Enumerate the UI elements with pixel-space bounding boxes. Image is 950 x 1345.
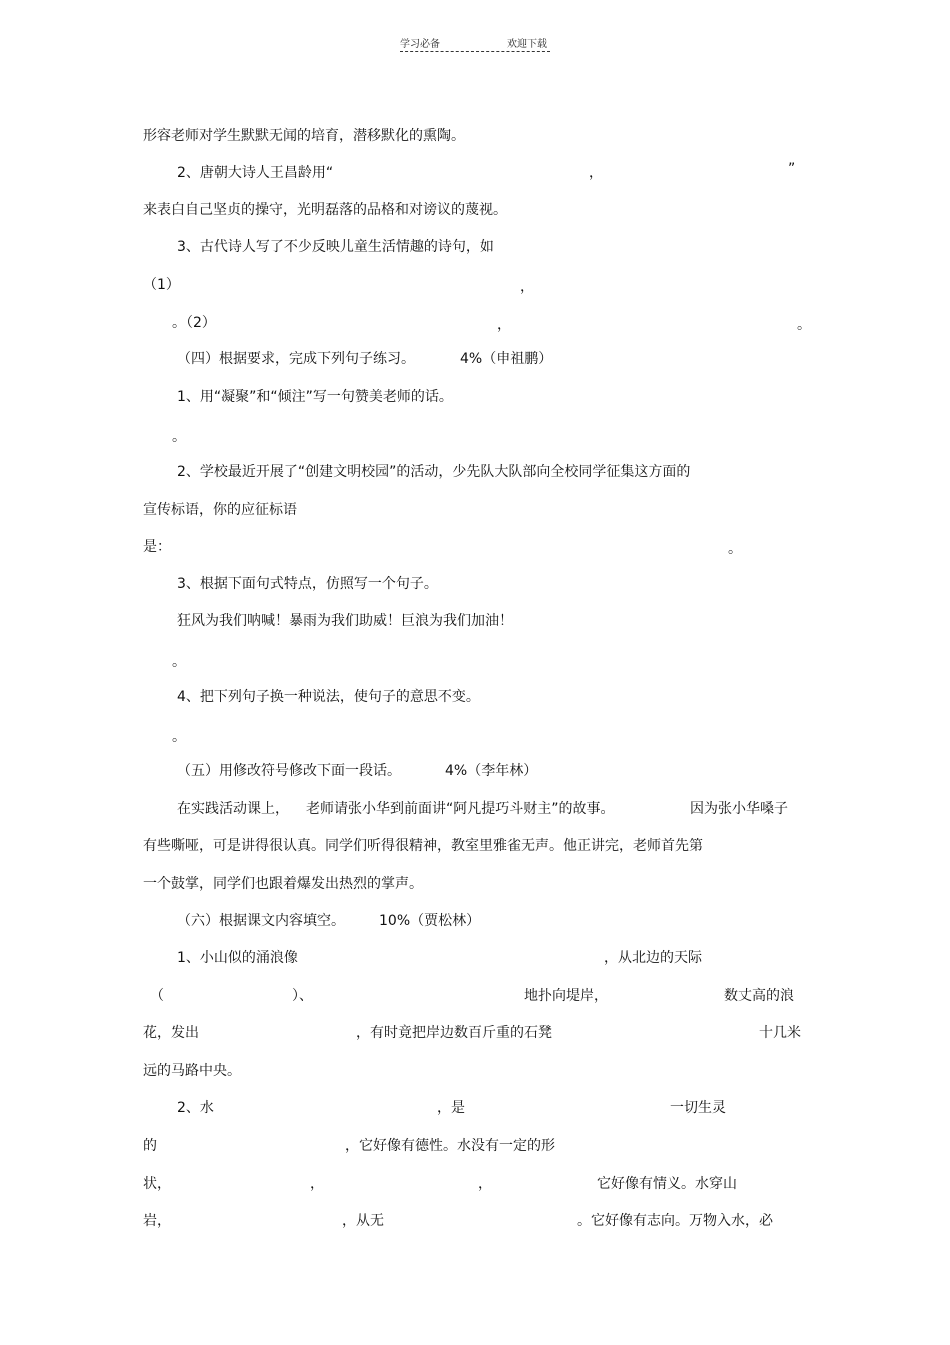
section-heading: （四）根据要求，完成下列句子练习。: [177, 351, 415, 367]
text-line: 是：: [143, 539, 171, 555]
text-line: ，: [520, 279, 534, 295]
section-heading: （五）用修改符号修改下面一段话。: [177, 763, 401, 779]
text-line: 状，: [143, 1176, 171, 1192]
text-line: 十几米: [759, 1025, 801, 1041]
section-score: 4%（李年林）: [445, 763, 538, 779]
text-line: ，: [478, 1176, 492, 1192]
text-line: 形容老师对学生默默无闻的培育，潜移默化的熏陶。: [143, 128, 465, 144]
text-line: 4、把下列句子换一种说法，使句子的意思不变。: [177, 689, 480, 705]
text-line: 来表白自己坚贞的操守，光明磊落的品格和对谤议的蔑视。: [143, 202, 507, 218]
section-score: 10%（贾松林）: [379, 913, 481, 929]
section-heading: （六）根据课文内容填空。: [177, 913, 345, 929]
text-line: 。: [172, 429, 186, 445]
text-line: ，: [497, 317, 511, 333]
header-right-text: 欢迎下载: [507, 39, 547, 50]
text-line: 。: [728, 541, 742, 557]
text-line: ，从北边的天际: [604, 950, 702, 966]
text-line: 狂风为我们呐喊！暴雨为我们助威！巨浪为我们加油！: [177, 613, 513, 629]
text-line: 宣传标语，你的应征标语: [143, 502, 297, 518]
text-line: 。: [172, 729, 186, 745]
text-line: （: [150, 988, 164, 1004]
text-line: 一切生灵: [670, 1100, 726, 1116]
text-line: 在实践活动课上，: [177, 801, 289, 817]
header-left-text: 学习必备: [400, 39, 440, 50]
text-line: ，它好像有德性。水没有一定的形: [345, 1138, 555, 1154]
text-line: 岩，: [143, 1213, 171, 1229]
text-line: 1、小山似的涌浪像: [177, 950, 298, 966]
text-line: ，从无: [342, 1213, 384, 1229]
text-line: 老师请张小华到前面讲“阿凡提巧斗财主”的故事。: [306, 801, 615, 817]
header-divider: [400, 51, 550, 52]
text-line: 数丈高的浪: [724, 988, 794, 1004]
text-line: 有些嘶哑，可是讲得很认真。同学们听得很精神，教室里雅雀无声。他正讲完，老师首先第: [143, 838, 703, 854]
text-line: 的: [143, 1138, 157, 1154]
text-line: 1、用“凝聚”和“倾注”写一句赞美老师的话。: [177, 389, 453, 405]
text-line: ”: [788, 161, 796, 177]
text-line: ）、: [292, 988, 313, 1004]
text-line: 2、水: [177, 1100, 214, 1116]
text-line: ，: [589, 165, 603, 181]
text-line: ，是: [437, 1100, 465, 1116]
text-line: 3、古代诗人写了不少反映儿童生活情趣的诗句，如: [177, 239, 494, 255]
text-line: 2、学校最近开展了“创建文明校园”的活动，少先队大队部向全校同学征集这方面的: [177, 464, 691, 480]
text-line: 它好像有情义。水穿山: [597, 1176, 737, 1192]
text-line: （1）: [143, 277, 180, 293]
text-line: 。: [172, 654, 186, 670]
text-line: ，: [310, 1176, 324, 1192]
text-line: 3、根据下面句式特点，仿照写一个句子。: [177, 576, 438, 592]
text-line: 2、唐朝大诗人王昌龄用“: [177, 165, 334, 181]
text-line: ，有时竟把岸边数百斤重的石凳: [356, 1025, 552, 1041]
text-line: 。: [797, 317, 811, 333]
text-line: 一个鼓掌，同学们也跟着爆发出热烈的掌声。: [143, 876, 423, 892]
section-score: 4%（申祖鹏）: [460, 351, 553, 367]
text-line: 地扑向堤岸，: [524, 988, 608, 1004]
text-line: 因为张小华嗓子: [690, 801, 788, 817]
text-line: 花，发出: [143, 1025, 199, 1041]
text-line: 。它好像有志向。万物入水，必: [577, 1213, 773, 1229]
text-line: 远的马路中央。: [143, 1063, 241, 1079]
text-line: 。（2）: [172, 315, 216, 331]
